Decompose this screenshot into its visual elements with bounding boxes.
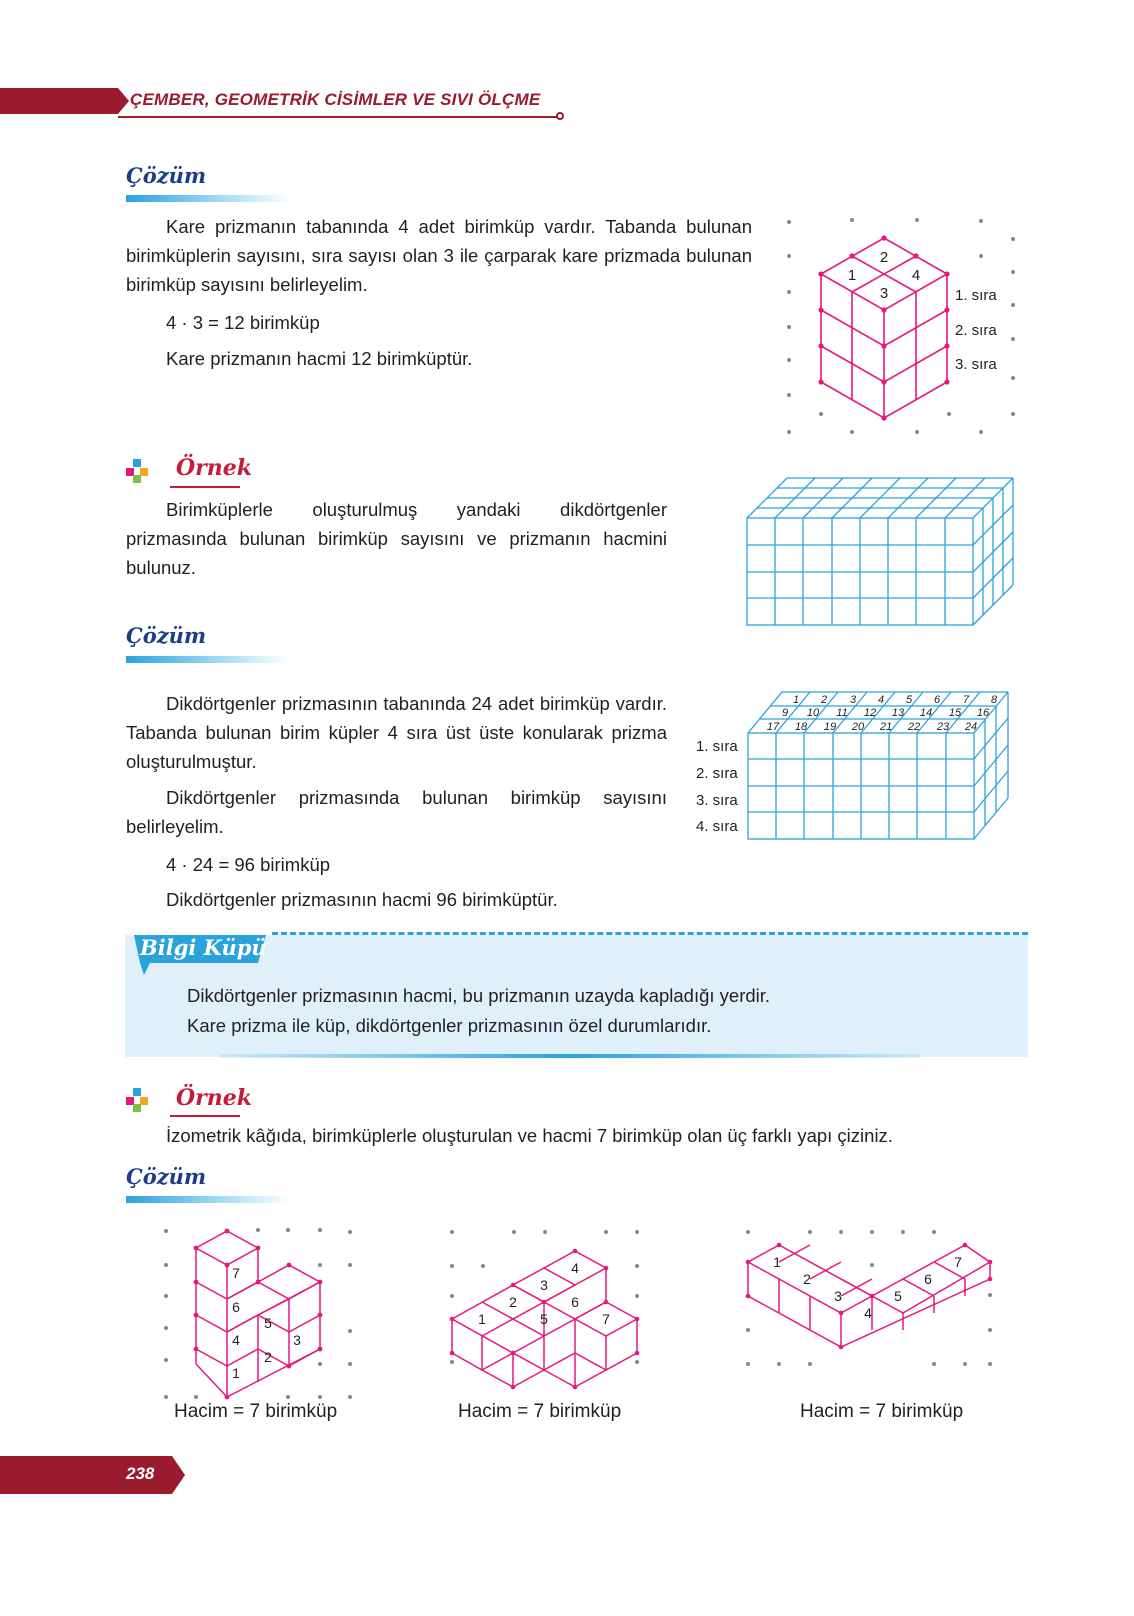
- row-label: 4. sıra: [696, 818, 738, 835]
- top-number: 17: [766, 721, 780, 733]
- cube-number: 7: [954, 1254, 962, 1270]
- top-number: 9: [781, 707, 789, 719]
- info-box-dashed-border: [272, 932, 1028, 935]
- front-grid: [747, 518, 973, 625]
- chapter-header-underline: [118, 116, 558, 118]
- info-box-bottom-line: [220, 1054, 920, 1058]
- cubes-icon: [126, 1088, 148, 1110]
- chapter-header-dot: [556, 112, 564, 120]
- top-number: 8: [990, 694, 998, 706]
- solution1-equation: 4 · 3 = 12 birimküp: [166, 312, 320, 333]
- top-number: 20: [851, 721, 865, 733]
- square-prism-figure: [770, 210, 1030, 445]
- solution2-heading: Çözüm: [126, 623, 207, 648]
- cube-number: 3: [834, 1288, 842, 1304]
- row-label: 3. sıra: [696, 792, 738, 809]
- top-number: 19: [823, 721, 837, 733]
- rectangular-prism-figure: [740, 470, 1020, 630]
- top-number: 4: [877, 694, 885, 706]
- example1-text: Birimküplerle oluşturulmuş yandaki dikdörtgenler prizmasında bulunan birimküp sayısını ve prizmanın hacmini bulunuz.: [126, 499, 667, 578]
- prism-cube-label: 1: [847, 267, 857, 284]
- example2-text: İzometrik kâğıda, birimküplerle oluşturulan ve hacmi 7 birimküp olan üç farklı yapı çiziniz.: [166, 1125, 893, 1146]
- structure1-caption: Hacim = 7 birimküp: [174, 1401, 338, 1422]
- top-number: 15: [948, 707, 962, 719]
- cube-number: 1: [478, 1311, 486, 1327]
- cubes-icon: [126, 459, 148, 481]
- cube-number: 7: [602, 1311, 610, 1327]
- example1-heading: Örnek: [176, 455, 252, 481]
- top-number: 3: [849, 694, 857, 706]
- prism-cube-label: 3: [879, 285, 889, 302]
- structure2-caption: Hacim = 7 birimküp: [458, 1401, 622, 1422]
- top-number: 5: [905, 694, 913, 706]
- page-number-arrow: [172, 1456, 185, 1494]
- top-number: 23: [936, 721, 950, 733]
- solution2-paragraph2: Dikdörtgenler prizmasında bulunan birimküp sayısını belirleyelim.: [126, 787, 667, 837]
- top-number: 1: [792, 694, 800, 706]
- top-number: 14: [919, 707, 933, 719]
- prism-cube-label: 2: [879, 249, 889, 266]
- cube-number: 5: [264, 1315, 272, 1331]
- cube-number: 6: [924, 1271, 932, 1287]
- top-number: 13: [891, 707, 905, 719]
- top-number: 16: [976, 707, 990, 719]
- structure3-caption: Hacim = 7 birimküp: [800, 1401, 964, 1422]
- solution3-heading-bar: [126, 1196, 291, 1203]
- solution2-conclusion: Dikdörtgenler prizmasının hacmi 96 birimküptür.: [166, 889, 558, 910]
- cube-number: 2: [509, 1294, 517, 1310]
- cube-number: 5: [894, 1288, 902, 1304]
- side-grid: [973, 488, 1013, 615]
- top-number: 6: [933, 694, 941, 706]
- example1-heading-underline: [170, 486, 240, 488]
- cube-number: 4: [232, 1332, 240, 1348]
- solution2-heading-bar: [126, 656, 291, 663]
- example2-heading: Örnek: [176, 1085, 252, 1111]
- top-grid: [757, 478, 1003, 518]
- info-box-line1: Dikdörtgenler prizmasının hacmi, bu prizmanın uzayda kapladığı yerdir.: [187, 985, 771, 1006]
- cube-number: 3: [540, 1277, 548, 1293]
- cube-number: 4: [864, 1305, 872, 1321]
- row-label: 2. sıra: [696, 765, 738, 782]
- cube-number: 1: [773, 1254, 781, 1270]
- solution1-heading: Çözüm: [126, 163, 207, 188]
- top-number: 21: [879, 721, 893, 733]
- top-face-numbers: [767, 694, 998, 733]
- cube-number: 6: [232, 1299, 240, 1315]
- numbered-prism-figure: [688, 682, 1028, 844]
- solution2-paragraph1: Dikdörtgenler prizmasının tabanında 24 adet birimküp vardır. Tabanda bulunan birim küpler 4 sıra üst üste konularak prizma oluşturulmuştur.: [126, 693, 667, 772]
- example2-heading-underline: [170, 1115, 240, 1117]
- chapter-header-band: [0, 88, 118, 114]
- chapter-header-arrow: [118, 88, 129, 114]
- solution1-paragraph: Kare prizmanın tabanında 4 adet birimküp vardır. Tabanda bulunan birimküplerin sayısını, sıra sayısı olan 3 ile çarparak kare prizmada bulunan birimküp sayısını belirleyelim.: [126, 216, 752, 295]
- cube-number: 2: [264, 1349, 272, 1365]
- solution1-conclusion: Kare prizmanın hacmi 12 birimküptür.: [166, 348, 473, 369]
- solution2-equation: 4 · 24 = 96 birimküp: [166, 854, 331, 875]
- structure1-figure: [155, 1220, 365, 1410]
- structure3-figure: [735, 1220, 1005, 1390]
- top-number: 11: [836, 707, 848, 719]
- cube-number: 2: [803, 1271, 811, 1287]
- top-number: 24: [964, 721, 978, 733]
- prism-cube-label: 4: [911, 267, 921, 284]
- row-label: 2. sıra: [955, 322, 997, 339]
- solution1-heading-bar: [126, 195, 291, 202]
- cube-number: 6: [571, 1294, 579, 1310]
- top-number: 10: [806, 707, 820, 719]
- structure2-figure: [440, 1220, 650, 1390]
- row-label: 1. sıra: [696, 738, 738, 755]
- info-box-line2: Kare prizma ile küp, dikdörtgenler prizmasının özel durumlarıdır.: [187, 1015, 712, 1036]
- top-number: 2: [820, 694, 828, 706]
- row-label: 1. sıra: [955, 287, 997, 304]
- top-number: 22: [907, 721, 921, 733]
- page-number: 238: [126, 1464, 155, 1483]
- cube-number: 7: [232, 1265, 240, 1281]
- info-box-title: Bilgi Küpü: [140, 935, 267, 960]
- top-number: 12: [863, 707, 877, 719]
- solution3-heading: Çözüm: [126, 1164, 207, 1189]
- top-number: 18: [794, 721, 808, 733]
- cube-number: 3: [293, 1332, 301, 1348]
- row-label: 3. sıra: [955, 356, 997, 373]
- cube-number: 1: [232, 1365, 240, 1381]
- cube-number: 5: [540, 1311, 548, 1327]
- cube-number: 4: [571, 1260, 579, 1276]
- chapter-title: ÇEMBER, GEOMETRİK CİSİMLER VE SIVI ÖLÇME: [130, 90, 541, 109]
- top-number: 7: [962, 694, 970, 706]
